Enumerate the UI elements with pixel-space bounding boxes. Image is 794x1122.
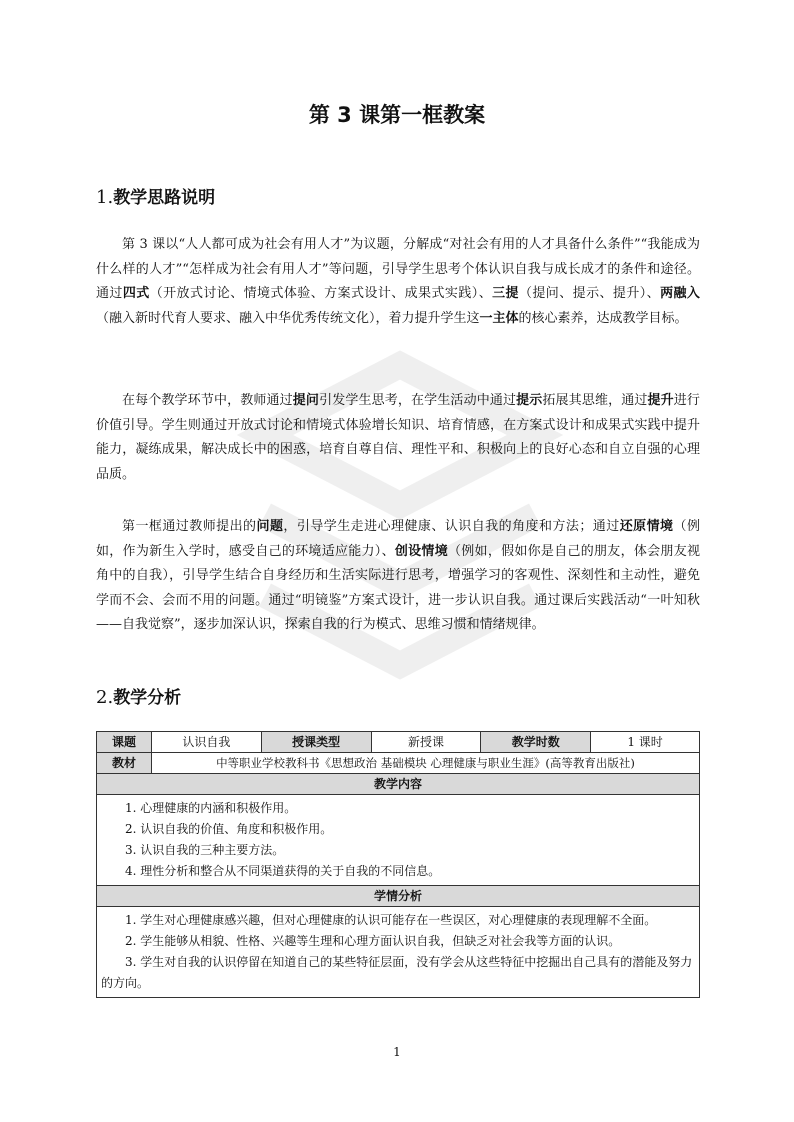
paragraph-text: 拓展其思维，通过 [542, 393, 648, 408]
list-item: 3. 学生对自我的认识停留在知道自己的某些特征层面，没有学会从这些特征中挖掘出自己具有的潜能及努力的方向。 [101, 955, 693, 990]
list-item: 2. 认识自我的价值、角度和积极作用。 [125, 822, 333, 836]
table-row [97, 732, 700, 753]
keyword-text: 两融入 [660, 286, 700, 301]
keyword-text: 提示 [516, 393, 543, 408]
section-heading-teaching-analysis [96, 686, 181, 710]
paragraph-text: 第 3 课以“人人都可成为社会有用人才”为议题，分解成“对社会有用的人才具备什么条件”“我能成为什么样的人才”“怎样成为社会有用人才”等问题，引导学生思考个体认识自我与成长成才的条件和途径。通过 [96, 237, 700, 301]
section-number: 1. [96, 187, 114, 208]
keyword-text: 问题 [256, 519, 284, 534]
table-row [97, 753, 700, 774]
analysis-heading-cell: 学情分析 [97, 886, 700, 907]
textbook-label-cell: 教材 [97, 753, 152, 774]
paragraph-text: （例如，假如你是自己的朋友，体会朋友视角中的自我），引导学生结合自身经历和生活实际进行思考，增强学习的客观性、深刻性和主动性，避免学而不会、会而不用的问题。通过“明镜鉴”方案式设计，进一步认识自我。通过课后实践活动“一叶知秋——自我觉察”，逐步加深认识，探索自我的行为模式、思维习惯和情绪规律。 [96, 543, 700, 632]
table-row [97, 774, 700, 795]
table-row [97, 795, 700, 886]
paragraph-text: ，引导学生走进心理健康、认识自我的角度和方法；通过 [283, 519, 620, 534]
section-title: 教学分析 [113, 688, 182, 708]
list-item: 4. 理性分析和整合从不同渠道获得的关于自我的不同信息。 [125, 864, 441, 878]
table-row [97, 907, 700, 998]
list-item: 3. 认识自我的三种主要方法。 [125, 843, 285, 857]
content-heading-cell: 教学内容 [97, 774, 700, 795]
type-value-cell: 新授课 [371, 732, 481, 753]
course-label-cell: 课题 [97, 732, 152, 753]
list-item: 1. 学生对心理健康感兴趣，但对心理健康的认识可能存在一些误区，对心理健康的表现理解不全面。 [125, 913, 657, 927]
paragraph-intro [96, 233, 700, 331]
paragraph-text: 第一框通过教师提出的 [122, 519, 257, 534]
teaching-analysis-table [96, 731, 700, 998]
paragraph-teaching-steps [96, 389, 700, 487]
hours-label-cell: 教学时数 [481, 732, 591, 753]
table-row [97, 886, 700, 907]
paragraph-text: （提问、提示、提升）、 [518, 286, 661, 301]
content-list-cell [97, 795, 700, 886]
paragraph-text: （开放式讨论、情境式体验、方案式设计、成果式实践）、 [149, 286, 493, 301]
hours-value-cell: 1 课时 [591, 732, 700, 753]
textbook-value-cell: 中等职业学校教科书《思想政治 基础模块 心理健康与职业生涯》(高等教育出版社) [151, 753, 699, 774]
keyword-text: 创设情境 [394, 543, 448, 559]
course-value-cell: 认识自我 [151, 732, 261, 753]
keyword-text: 提问 [292, 393, 320, 408]
list-item: 1. 心理健康的内涵和积极作用。 [125, 801, 297, 815]
page-title: 第 3 课第一框教案 [308, 103, 486, 127]
page-number: 1 [393, 1045, 401, 1059]
keyword-text: 四式 [122, 286, 150, 301]
paragraph-text: （例如，作为新生入学时，感受自己的环境适应能力）、 [96, 519, 700, 559]
keyword-text: 一主体 [479, 310, 519, 326]
paragraph-first-frame [96, 515, 700, 638]
paragraph-text: 的核心素养，达成教学目标。 [518, 310, 688, 326]
type-label-cell: 授课类型 [261, 732, 371, 753]
keyword-text: 提升 [647, 393, 674, 408]
analysis-list-cell [97, 907, 700, 998]
section-heading-teaching-approach [96, 186, 215, 210]
paragraph-text: （融入新时代育人要求、融入中华优秀传统文化），着力提升学生这 [96, 310, 480, 326]
keyword-text: 还原情境 [619, 519, 674, 534]
paragraph-text: 在每个教学环节中，教师通过 [122, 393, 293, 408]
section-title: 教学思路说明 [113, 188, 216, 208]
section-number: 2. [96, 687, 114, 708]
paragraph-text: 引发学生思考，在学生活动中通过 [319, 393, 517, 408]
keyword-text: 三提 [492, 286, 519, 301]
paragraph-text: 进行价值引导。学生则通过开放式讨论和情境式体验增长知识、培育情感，在方案式设计和成果式实践中提升能力，凝练成果，解决成长中的困惑，培育自尊自信、理性平和、积极向上的良好心态和自立自强的心理品质。 [96, 393, 700, 482]
list-item: 2. 学生能够从相貌、性格、兴趣等生理和心理方面认识自我，但缺乏对社会我等方面的认识。 [125, 934, 621, 948]
